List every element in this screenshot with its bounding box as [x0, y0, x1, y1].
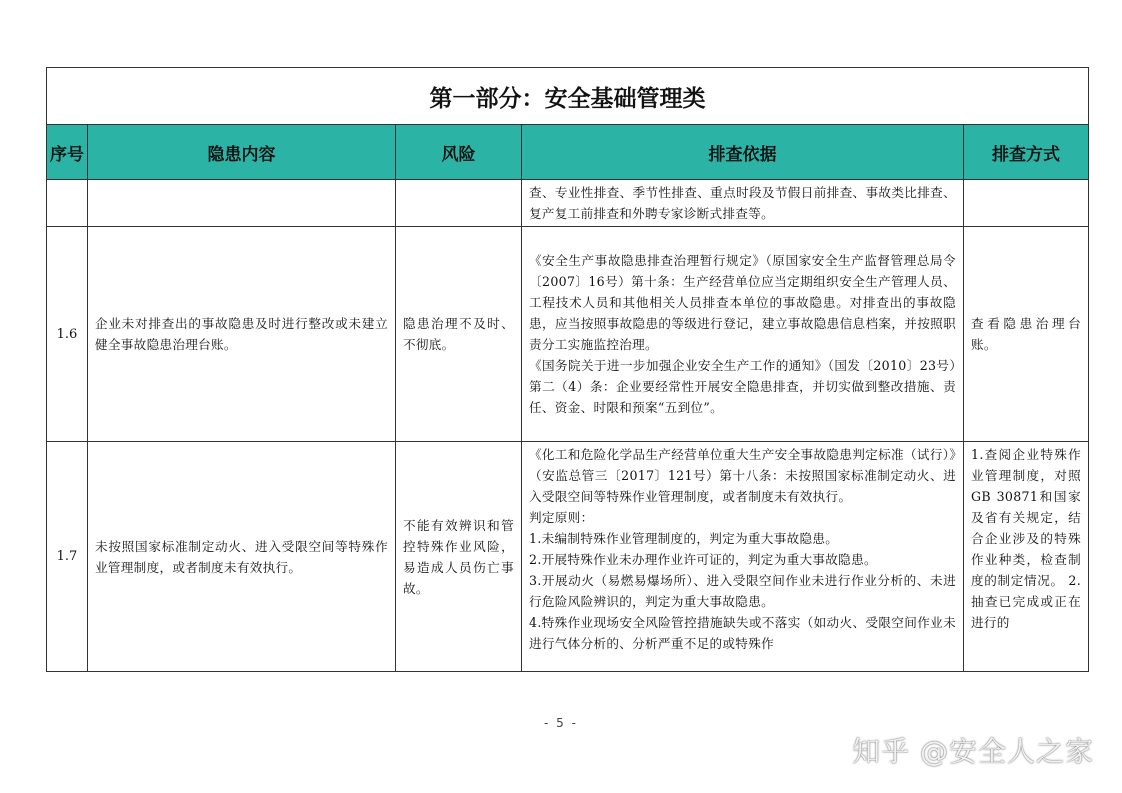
header-method: 排查方式	[964, 125, 1089, 180]
row-method	[964, 442, 1089, 672]
row-index: 1.6	[47, 227, 88, 442]
row-index	[47, 180, 88, 227]
row-risk-text: 不能有效辨识和管控特殊作业风险，易造成人员伤亡事故。	[403, 517, 514, 596]
row-method-text: 查看隐患治理台账。	[971, 316, 1082, 352]
row-risk	[396, 180, 522, 227]
row-content	[88, 227, 396, 442]
row-basis-text	[522, 180, 963, 226]
row-content-text: 未按照国家标准制定动火、进入受限空间等特殊作业管理制度，或者制度未有效执行。	[95, 538, 388, 575]
row-basis	[522, 227, 964, 442]
row-content	[88, 180, 396, 227]
row-method	[964, 180, 1089, 227]
header-row	[47, 125, 1089, 180]
row-method-text	[964, 201, 1088, 205]
basis-paragraph: 4.特殊作业现场安全风险管控措施缺失或不落实（如动火、受限空间作业未进行气体分析的、分析严重不足的或特殊作	[529, 615, 956, 651]
table-title: 第一部分：安全基础管理类	[47, 68, 1089, 125]
header-basis: 排查依据	[522, 125, 964, 180]
row-risk	[396, 442, 522, 672]
basis-paragraph: 2.开展特殊作业未办理作业许可证的，判定为重大事故隐患。	[529, 552, 877, 567]
row-index: 1.7	[47, 442, 88, 672]
hazard-table	[46, 67, 1089, 672]
row-content-text: 企业未对排查出的事故隐患及时进行整改或未建立健全事故隐患治理台账。	[95, 316, 388, 352]
row-risk-text	[396, 201, 521, 205]
table-row	[47, 227, 1089, 442]
watermark: 知乎 @安全人之家	[852, 735, 1094, 768]
header-content: 隐患内容	[88, 125, 396, 180]
header-risk: 风险	[396, 125, 522, 180]
basis-paragraph: 1.未编制特殊作业管理制度的，判定为重大事故隐患。	[529, 531, 839, 546]
row-basis	[522, 180, 964, 227]
row-risk-text: 隐患治理不及时、不彻底。	[403, 316, 514, 352]
row-content-text	[88, 201, 395, 205]
row-basis-text	[522, 442, 963, 671]
basis-paragraph: 3.开展动火（易燃易爆场所）、进入受限空间作业未进行作业分析的、未进行危险风险辨识的，判定为重大事故隐患。	[529, 573, 956, 609]
row-basis	[522, 442, 964, 672]
row-method-text: 1.查阅企业特殊作业管理制度，对照GB 30871和国家及省有关规定，结合企业涉及的特殊作业种类，检查制度的制定情况。 2.抽查已完成或正在进行的	[971, 447, 1082, 630]
basis-paragraph: 查、专业性排查、季节性排查、重点时段及节假日前排查、事故类比排查、复产复工前排查和外聘专家诊断式排查等。	[529, 185, 956, 221]
basis-paragraph: 《安全生产事故隐患排查治理暂行规定》（原国家安全生产监督管理总局令〔2007〕16号）第十条：生产经营单位应当定期组织安全生产管理人员、工程技术人员和其他相关人员排查本单位的事故隐患。对排查出的事故隐患，应当按照事故隐患的等级进行登记，建立事故隐患信息档案，并按照职责分工实施监控治理。	[529, 253, 956, 352]
header-index: 序号	[47, 125, 88, 180]
row-basis-text	[522, 248, 963, 420]
basis-paragraph: 判定原则：	[529, 510, 594, 525]
document-sheet	[46, 67, 1088, 672]
basis-paragraph: 《国务院关于进一步加强企业安全生产工作的通知》（国发〔2010〕23号）第二（4）条：企业要经常性开展安全隐患排查，并切实做到整改措施、责任、资金、时限和预案“五到位”。	[529, 358, 956, 415]
row-content	[88, 442, 396, 672]
basis-paragraph: 《化工和危险化学品生产经营单位重大生产安全事故隐患判定标准（试行）》（安监总管三〔2017〕121号）第十八条：未按照国家标准制定动火、进入受限空间等特殊作业管理制度，或者制度未有效执行。	[529, 447, 956, 504]
table-row	[47, 442, 1089, 672]
row-method	[964, 227, 1089, 442]
table-row	[47, 180, 1089, 227]
row-risk	[396, 227, 522, 442]
page-number: - 5 -	[544, 716, 578, 730]
